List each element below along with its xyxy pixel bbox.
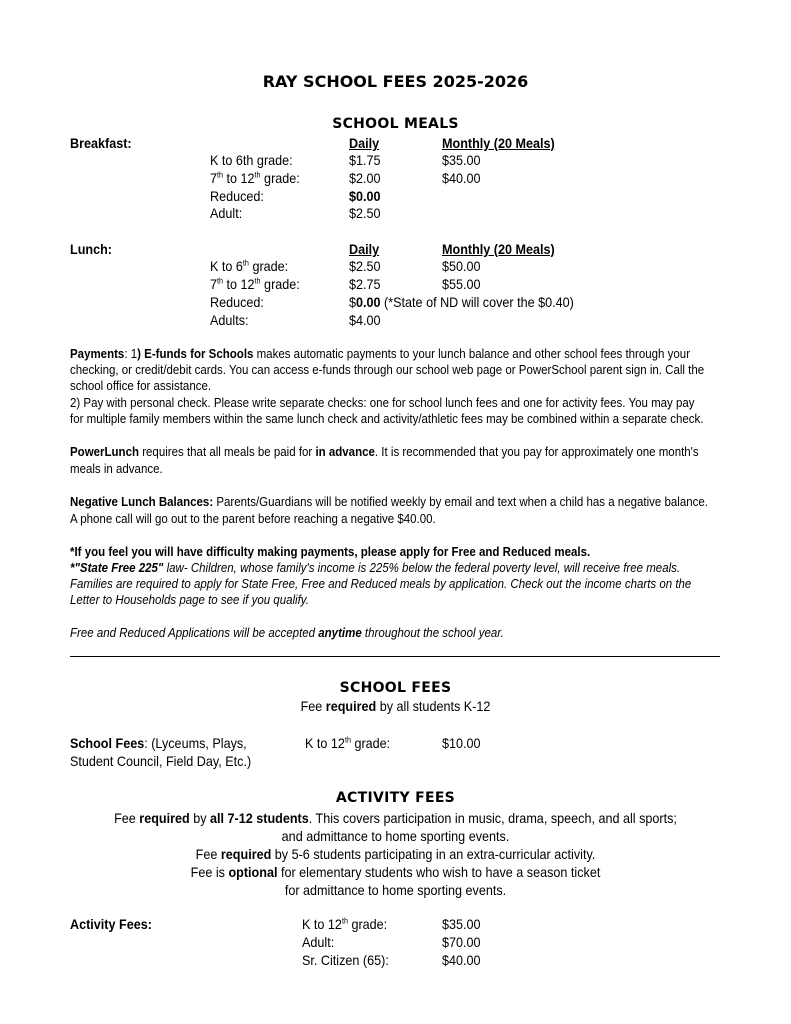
breakfast-monthly-712: $40.00: [442, 170, 481, 186]
section-divider: [70, 656, 720, 657]
activity-fees-line-3: Fee required by 5-6 students participating in an extra-curricular activity.: [195, 846, 596, 862]
breakfast-grade-reduced: Reduced:: [210, 188, 264, 204]
lunch-daily-header: Daily: [349, 241, 380, 257]
applications-line: Free and Reduced Applications will be accepted anytime throughout the school year.: [70, 626, 504, 640]
school-fees-label-line-2: Student Council, Field Day, Etc.): [70, 753, 252, 769]
activity-fees-heading: ACTIVITY FEES: [335, 790, 456, 806]
lunch-grade-k6: K to 6th grade:: [210, 258, 289, 274]
breakfast-daily-header: Daily: [349, 135, 380, 151]
free-reduced-notice: *If you feel you will have difficulty making payments, please apply for Free and Reduced meals.: [70, 545, 591, 559]
activity-fees-amount-k12: $35.00: [442, 916, 481, 932]
lunch-daily-712: $2.75: [349, 276, 381, 292]
breakfast-grade-adult: Adult:: [210, 205, 243, 221]
breakfast-daily-adult: $2.50: [349, 205, 381, 221]
lunch-monthly-k6: $50.00: [442, 258, 481, 274]
breakfast-daily-712: $2.00: [349, 170, 381, 186]
lunch-label: Lunch:: [70, 241, 112, 257]
powerlunch-line-1: PowerLunch requires that all meals be paid for in advance. It is recommended that you pay for approximately one month's: [70, 445, 699, 459]
lunch-grade-adults: Adults:: [210, 312, 249, 328]
state-free-line-3: Letter to Households page to see if you qualify.: [70, 593, 309, 607]
payments-line-4: 2) Pay with personal check. Please write separate checks: one for school lunch fees and one for activity fees. You may pay: [70, 396, 695, 410]
payments-line-1: Payments: 1) E-funds for Schools makes automatic payments to your lunch balance and other school fees through your: [70, 347, 691, 361]
school-fees-label: School Fees: (Lyceums, Plays,: [70, 735, 247, 751]
school-meals-heading: SCHOOL MEALS: [332, 116, 459, 132]
breakfast-monthly-k6: $35.00: [442, 152, 481, 168]
state-free-line-1: *"State Free 225" law- Children, whose family's income is 225% below the federal poverty level, will receive free meals.: [70, 561, 681, 575]
lunch-grade-reduced: Reduced:: [210, 294, 264, 310]
activity-fees-line-5: for admittance to home sporting events.: [284, 882, 507, 898]
school-fees-amount: $10.00: [442, 735, 481, 751]
lunch-daily-k6: $2.50: [349, 258, 381, 274]
payments-line-5: for multiple family members within the same lunch check and activity/athletic fees may be combined within a separate check.: [70, 412, 704, 426]
school-fees-subtitle: Fee required by all students K-12: [300, 698, 491, 714]
activity-fees-line-1: Fee required by all 7-12 students. This covers participation in music, drama, speech, and all sports;: [114, 810, 677, 826]
activity-fees-line-4: Fee is optional for elementary students who wish to have a season ticket: [190, 864, 601, 880]
breakfast-label: Breakfast:: [70, 135, 132, 151]
negative-balance-line-1: Negative Lunch Balances: Parents/Guardians will be notified weekly by email and text when a child has a negative balance.: [70, 495, 708, 509]
activity-fees-amount-senior: $40.00: [442, 952, 481, 968]
lunch-daily-adults: $4.00: [349, 312, 381, 328]
activity-fees-adult: Adult:: [302, 934, 335, 950]
activity-fees-line-2: and admittance to home sporting events.: [281, 828, 510, 844]
school-fees-heading: SCHOOL FEES: [339, 680, 452, 696]
negative-balance-line-2: A phone call will go out to the parent before reaching a negative $40.00.: [70, 512, 436, 526]
page-title: RAY SCHOOL FEES 2025-2026: [262, 72, 529, 91]
state-free-line-2: Families are required to apply for State Free, Free and Reduced meals by application. Check out the income charts on the: [70, 577, 692, 591]
breakfast-daily-reduced: $0.00: [349, 188, 381, 204]
activity-fees-grade-k12: K to 12th grade:: [302, 916, 388, 932]
breakfast-daily-k6: $1.75: [349, 152, 381, 168]
school-fees-grade: K to 12th grade:: [305, 735, 391, 751]
payments-line-3: school office for assistance.: [70, 379, 212, 393]
powerlunch-line-2: meals in advance.: [70, 462, 163, 476]
payments-line-2: checking, or credit/debit cards. You can access e-funds through our school web page or PowerSchool parent sign in. Call the: [70, 363, 705, 377]
lunch-monthly-712: $55.00: [442, 276, 481, 292]
breakfast-monthly-header: Monthly (20 Meals): [442, 135, 555, 151]
breakfast-grade-712: 7th to 12th grade:: [210, 170, 300, 186]
activity-fees-senior: Sr. Citizen (65):: [302, 952, 389, 968]
lunch-monthly-header: Monthly (20 Meals): [442, 241, 555, 257]
lunch-daily-reduced: $0.00 (*State of ND will cover the $0.40): [349, 294, 574, 310]
lunch-grade-712: 7th to 12th grade:: [210, 276, 300, 292]
breakfast-grade-k6: K to 6th grade:: [210, 152, 293, 168]
activity-fees-amount-adult: $70.00: [442, 934, 481, 950]
activity-fees-label: Activity Fees:: [70, 916, 152, 932]
